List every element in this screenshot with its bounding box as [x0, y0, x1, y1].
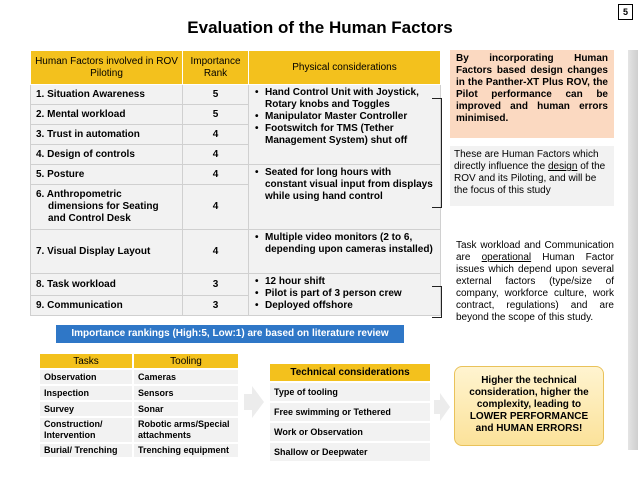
- tooling-cell: Cameras: [133, 369, 239, 385]
- factor-cell: 8. Task workload: [31, 274, 183, 296]
- page-title: Evaluation of the Human Factors: [187, 18, 453, 37]
- note-text: of the ROV and its Piloting, and will be the focus of this study: [454, 161, 606, 196]
- page-number: 5: [618, 4, 633, 20]
- factor-cell: 2. Mental workload: [31, 105, 183, 125]
- tooling-cell: Sonar: [133, 401, 239, 417]
- factor-cell: 9. Communication: [31, 296, 183, 316]
- tooling-cell: Trenching equipment: [133, 443, 239, 458]
- design-changes-note: By incorporating Human Factors based design changes in the Panther-XT Plus ROV, the Pilot performance can be improved and human errors minimised.: [450, 50, 614, 138]
- header-tooling: Tooling: [133, 353, 239, 369]
- factor-cell: [31, 185, 183, 230]
- note-text: Human Factor issues which depend upon several external factors (type/size of company, workforce culture, work contract, regulations) and are beyond the scope of this study.: [456, 252, 615, 323]
- tooling-cell: Sensors: [133, 385, 239, 401]
- physical-group-1: [249, 85, 441, 165]
- factor-cell: 3. Trust in automation: [31, 125, 183, 145]
- physical-group-2: [249, 165, 441, 230]
- arrow-right-icon: [440, 393, 450, 421]
- rank-cell: 4: [183, 165, 249, 185]
- rank-cell: 4: [183, 185, 249, 230]
- physical-group-3: [249, 230, 441, 274]
- task-cell: Survey: [39, 401, 133, 417]
- header-physical: Physical considerations: [249, 51, 441, 85]
- rank-cell: 5: [183, 105, 249, 125]
- rank-cell: 3: [183, 274, 249, 296]
- note-text: Task workload and Communication are: [456, 240, 614, 263]
- note-underline: operational: [481, 252, 532, 263]
- factor-line: and Control Desk: [48, 213, 131, 224]
- conclusion-box: Higher the technical consideration, higher the complexity, leading to LOWER PERFORMANCE and HUMAN ERRORS!: [454, 366, 604, 446]
- blurred-edge: [628, 50, 638, 450]
- header-rank: Importance Rank: [183, 51, 249, 85]
- human-factors-table: [30, 50, 441, 316]
- arrow-right-icon: [244, 394, 252, 410]
- operational-factors-note: [456, 240, 614, 324]
- factor-cell: 5. Posture: [31, 165, 183, 185]
- physical-item: • Deployed offshore: [255, 300, 434, 312]
- physical-item: • 12 hour shift: [255, 276, 434, 288]
- design-factors-note: [450, 146, 614, 206]
- technical-item: Shallow or Deepwater: [269, 442, 431, 462]
- importance-note: Importance rankings (High:5, Low:1) are based on literature review: [56, 325, 404, 343]
- note-underline: design: [547, 161, 578, 172]
- tasks-tooling-table: [38, 352, 240, 459]
- technical-item: Type of tooling: [269, 382, 431, 402]
- task-cell: Burial/ Trenching: [39, 443, 133, 458]
- note-text: These are Human Factors which directly influence the: [454, 149, 599, 172]
- factor-line: dimensions for Seating: [48, 201, 159, 212]
- physical-item: • Footswitch for TMS (Tether Management System) shut off: [255, 123, 434, 147]
- rank-cell: 4: [183, 145, 249, 165]
- bracket-bottom: [432, 286, 442, 318]
- bracket-top: [432, 98, 442, 208]
- technical-considerations-table: [268, 362, 432, 463]
- physical-item: • Multiple video monitors (2 to 6, depending upon cameras installed): [255, 232, 434, 256]
- rank-cell: 3: [183, 296, 249, 316]
- factor-cell: 7. Visual Display Layout: [31, 230, 183, 274]
- header-technical: Technical considerations: [269, 363, 431, 382]
- physical-item: • Pilot is part of 3 person crew: [255, 288, 434, 300]
- technical-item: Work or Observation: [269, 422, 431, 442]
- technical-item: Free swimming or Tethered: [269, 402, 431, 422]
- factor-cell: 1. Situation Awareness: [31, 85, 183, 105]
- physical-item: • Hand Control Unit with Joystick, Rotary knobs and Toggles: [255, 87, 434, 111]
- rank-cell: 4: [183, 125, 249, 145]
- rank-cell: 4: [183, 230, 249, 274]
- task-cell: Construction/ Intervention: [39, 417, 133, 443]
- factor-line: 6. Anthropometric: [36, 189, 122, 200]
- rank-cell: 5: [183, 85, 249, 105]
- physical-item: • Manipulator Master Controller: [255, 111, 434, 123]
- task-cell: Inspection: [39, 385, 133, 401]
- header-factors: Human Factors involved in ROV Piloting: [31, 51, 183, 85]
- factor-cell: 4. Design of controls: [31, 145, 183, 165]
- header-tasks: Tasks: [39, 353, 133, 369]
- physical-item: • Seated for long hours with constant visual input from displays while using hand control: [255, 167, 434, 203]
- task-cell: Observation: [39, 369, 133, 385]
- tooling-cell: Robotic arms/Special attachments: [133, 417, 239, 443]
- arrow-right-icon: [252, 386, 264, 418]
- physical-group-4: [249, 274, 441, 316]
